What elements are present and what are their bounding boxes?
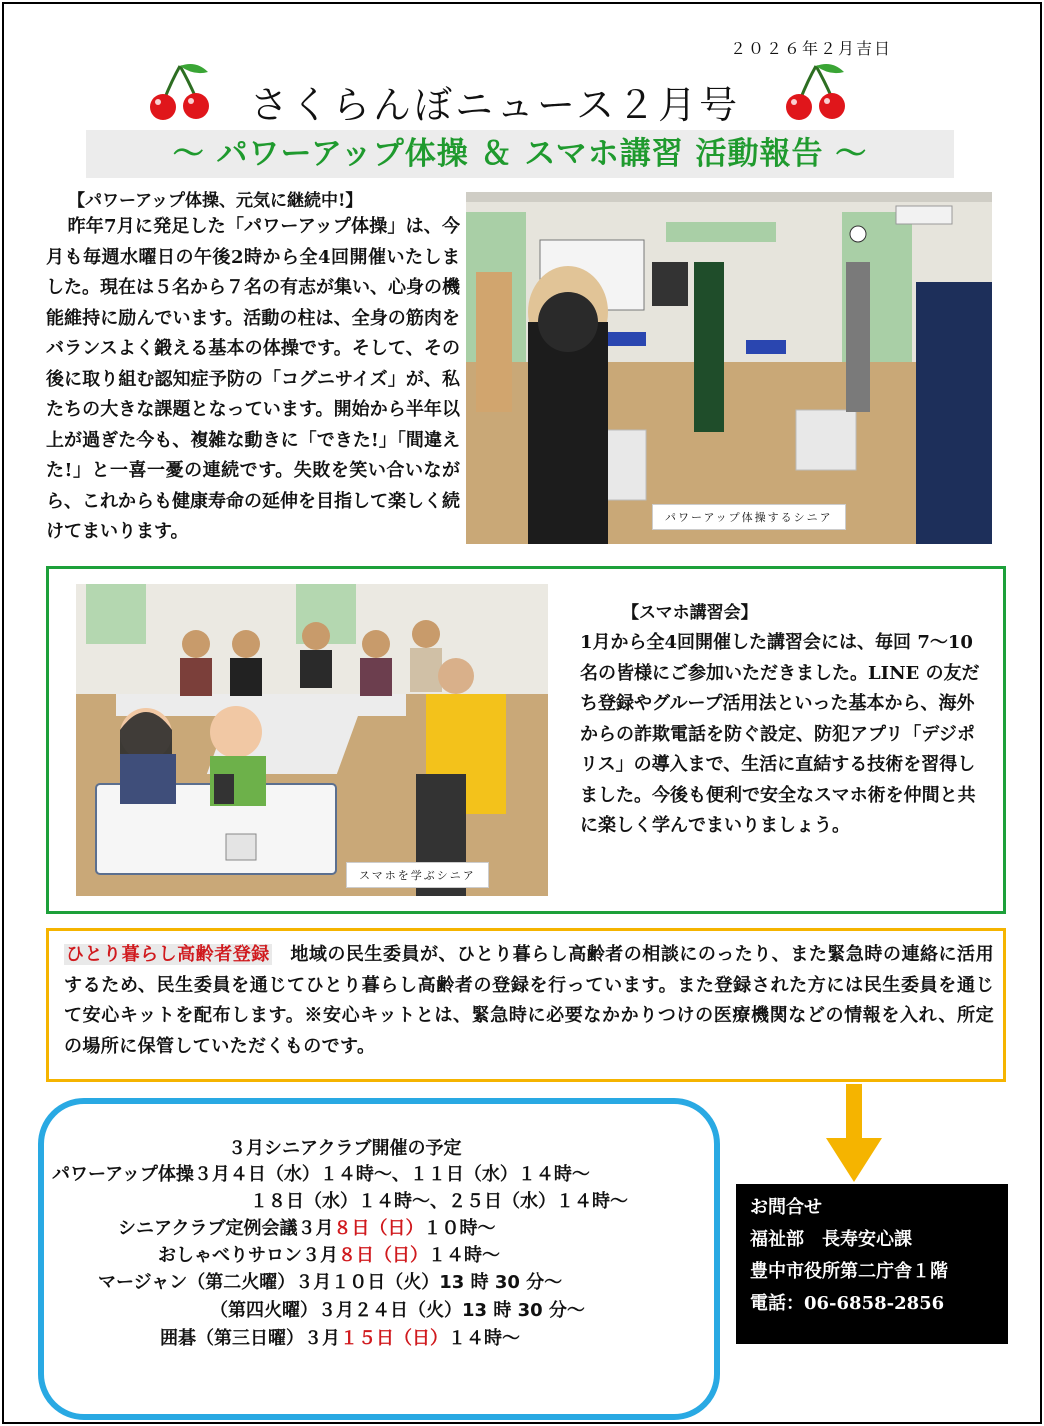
schedule-mahjong-row2: （第四火曜）３月２４日（火）13 時 30 分～ [210, 1300, 585, 1321]
contact-heading: お問合せ [750, 1197, 822, 1218]
registration-text: 地域の民生委員が、ひとり暮らし高齢者の相談にのったり、また緊急時の連絡に活用するため、民生委員を通じてひとり暮らし高齢者の登録を行っています。また登録された方には民生委員を通じて安心キットを配布します。※安心キットとは、緊急時に必要なかかりつけの医療機関などの情報を入れ、所定の場所に保管していただくものです。 [64, 944, 994, 1057]
smartphone-body: 1月から全4回開催した講習会には、毎回 7～10 名の皆様にご参加いただきました。LINE の友だち登録やグループ活用法といった基本から、海外からの詐欺電話を防ぐ設定、防犯アプリ「デジポリス」の導入まで、生活に直結する技術を習得しました。今後も便利で安全なスマホ術を仲間と共に楽しく学んでまいりましょう。 [580, 632, 980, 836]
schedule-title: ３月シニアクラブ開催の予定 [228, 1138, 462, 1159]
contact-phone: 電話：06-6858-2856 [750, 1293, 945, 1314]
schedule-meeting-row: シニアクラブ定例会議３月８日（日）１０時～ [118, 1218, 496, 1239]
schedule-go-row: 囲碁（第三日曜）３月１５日（日）１４時～ [160, 1328, 520, 1349]
registration-tag: ひとり暮らし高齢者登録 [66, 944, 270, 965]
newsletter-subtitle: ～ パワーアップ体操 ＆ スマホ講習 活動報告 ～ [86, 130, 954, 178]
smartphone-photo-caption: スマホを学ぶシニア [346, 862, 489, 888]
schedule-mahjong-row1: マージャン（第二火曜）３月１０日（火）13 時 30 分～ [98, 1272, 563, 1293]
schedule-salon-row: おしゃべりサロン３月８日（日）１４時～ [158, 1245, 500, 1266]
smartphone-heading: 【スマホ講習会】 [622, 603, 758, 623]
arrow-down-icon [826, 1084, 882, 1182]
schedule-power-row1: パワーアップ体操３月４日（水）１４時～、１１日（水）１４時～ [52, 1164, 590, 1185]
smartphone-photo [76, 584, 548, 896]
exercise-heading: 【パワーアップ体操、元気に継続中!】 [68, 191, 363, 211]
exercise-photo-caption: パワーアップ体操するシニア [652, 504, 846, 530]
newsletter-title: さくらんぼニュース２月号 [250, 83, 741, 127]
cherry-right-icon [782, 62, 852, 122]
contact-address: 豊中市役所第二庁舎１階 [750, 1261, 948, 1282]
contact-dept: 福祉部 長寿安心課 [750, 1229, 912, 1250]
issue-date: ２０２６年２月吉日 [730, 39, 893, 58]
registration-body [64, 940, 994, 1062]
exercise-body: 昨年7月に発足した「パワーアップ体操」は、今月も毎週水曜日の午後2時から全4回開催いたしました。現在は５名から７名の有志が集い、心身の機能維持に励んでいます。活動の柱は、全身の筋肉をバランスよく鍛える基本の体操です。そして、その後に取り組む認知症予防の「コグニサイズ」が、私たちの大きな課題となっています。開始から半年以上が過ぎた今も、複雑な動きに「できた!」「間違えた!」と一喜一憂の連続です。失敗を笑い合いながら、これからも健康寿命の延伸を目指して楽しく続けてまいります。 [46, 216, 460, 542]
contact-box [736, 1184, 1008, 1344]
exercise-photo [466, 192, 992, 544]
cherry-left-icon [146, 62, 216, 122]
schedule-power-row2: １８日（水）１４時～、２５日（水）１４時～ [250, 1191, 628, 1212]
